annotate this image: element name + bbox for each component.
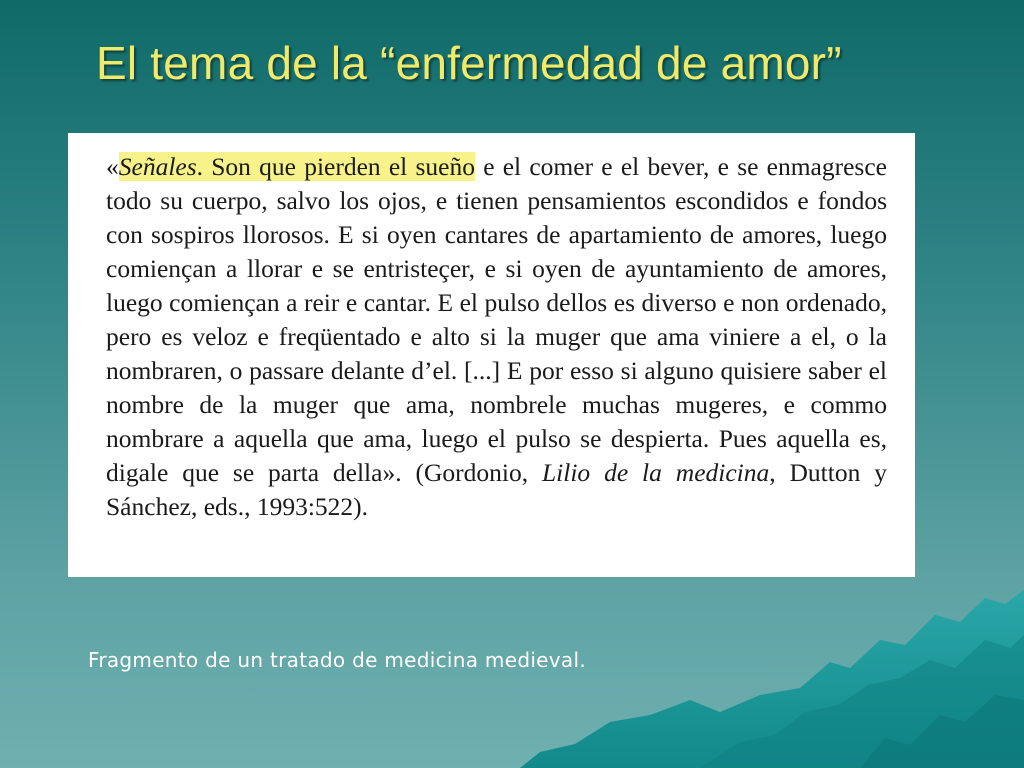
slide-title: El tema de la “enfermedad de amor” xyxy=(96,37,842,89)
citation: , Dutton y Sánchez, eds., 1993:522). xyxy=(106,458,887,521)
highlighted-rest: . Son que pierden el sueño xyxy=(196,152,475,181)
quote-text xyxy=(106,150,887,524)
quote-body: e el comer e el bever, e se enmagresce todo su cuerpo, salvo los ojos, e tienen pensamientos escondidos e fondos con sospiros llorosos. E si oyen cantares de apartamiento de amores, luego comiençan a llorar e se entristeçer, e si oyen de ayuntamiento de amores, luego comiençan a reir e cantar. E el pulso dellos es diverso e non ordenado, pero es veloz e freqüentado e alto si la muger que ama viniere a el, o la nombraren, o passare delante d’el. [...] E por esso si alguno quisiere saber el nombre de la muger que ama, nombrele muchas mugeres, e commo nombrare a aquella que ama, luego el pulso se despierta. Pues aquella es, digale que se parta della». (Gordonio, xyxy=(106,152,887,487)
book-title: Lilio de la medicina xyxy=(542,458,770,487)
highlighted-phrase xyxy=(119,152,475,181)
slide-caption: Fragmento de un tratado de medicina medieval. xyxy=(88,648,586,672)
quote-open-mark: « xyxy=(106,152,119,181)
highlighted-italic-word: Señales xyxy=(118,152,197,181)
